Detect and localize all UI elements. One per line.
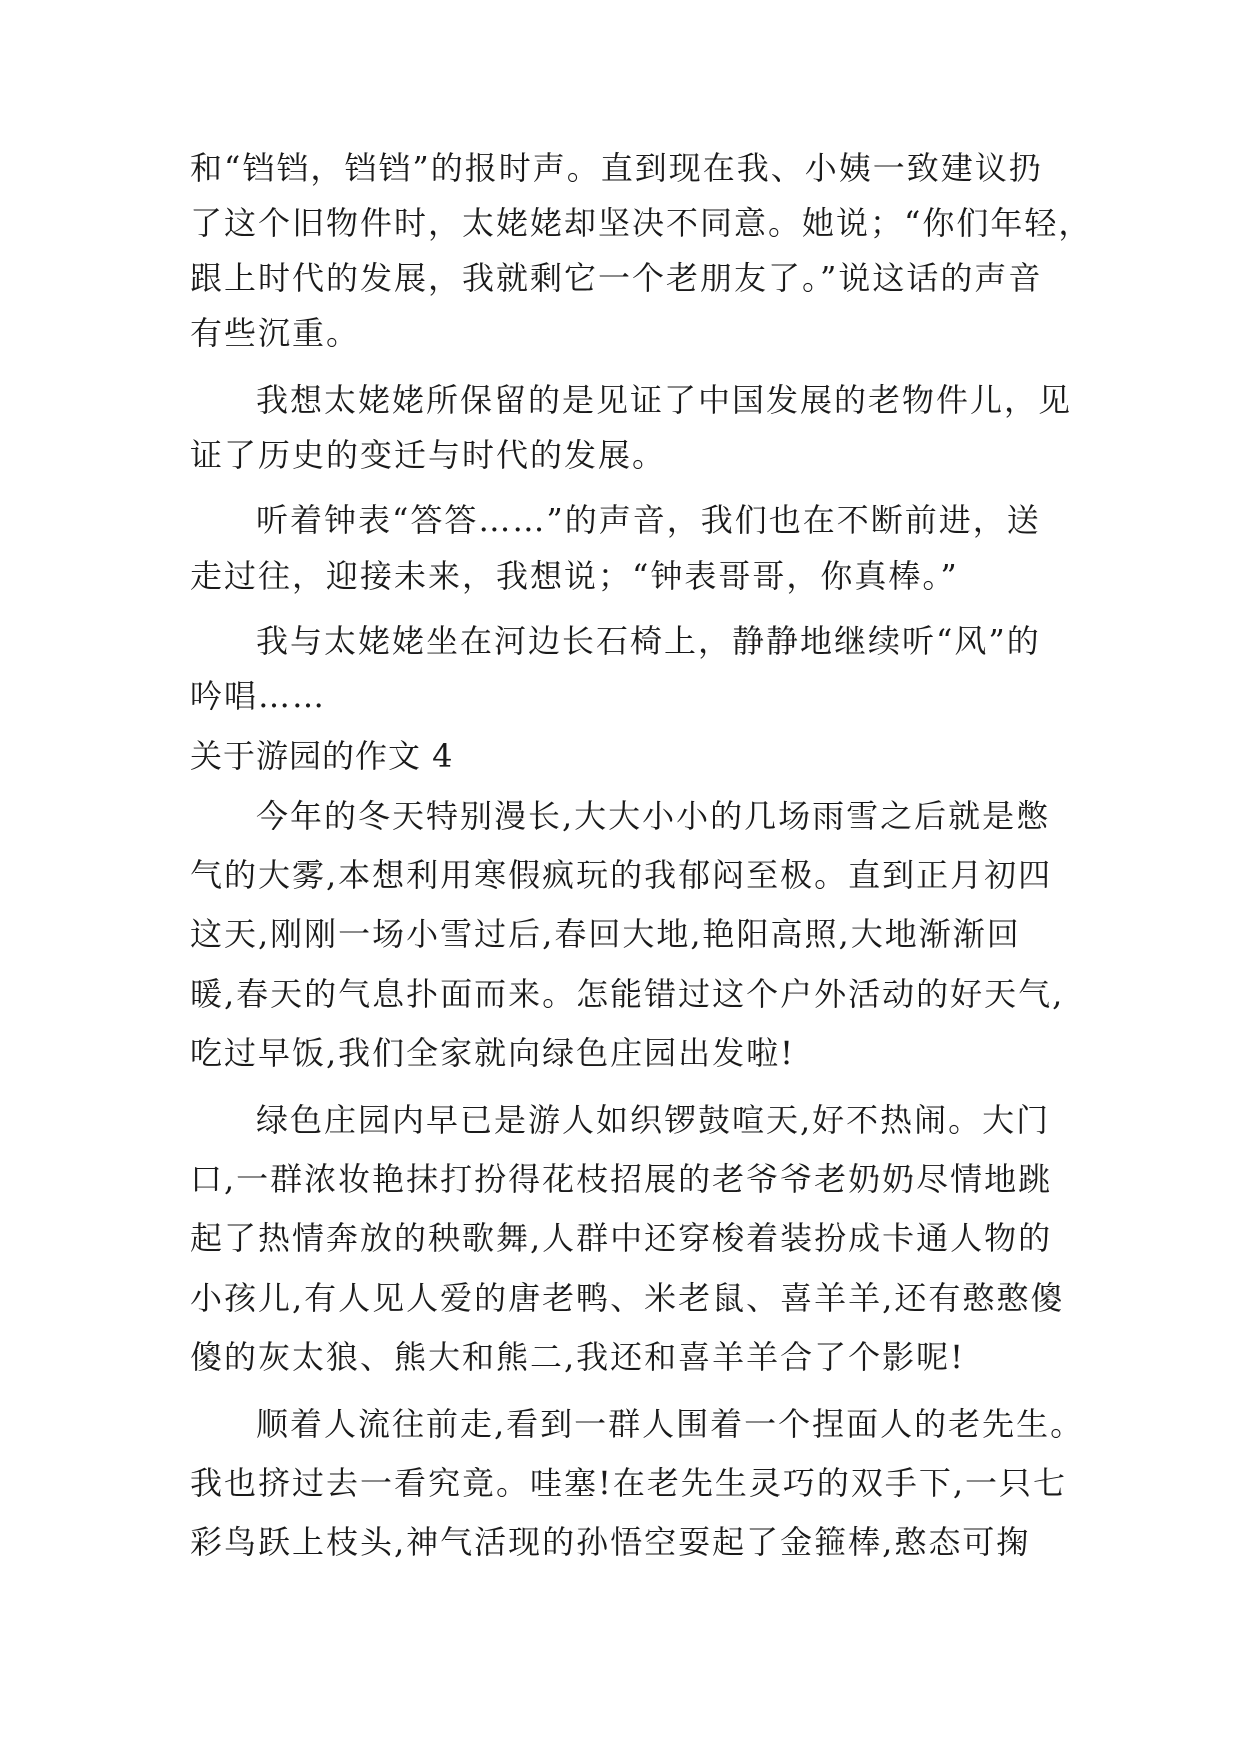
text-line: 吟唱…… — [190, 677, 327, 715]
paragraph-start-line: 顺着人流往前走,看到一群人围着一个捏面人的老先生。 — [256, 1405, 1085, 1443]
text-line: 起了热情奔放的秧歌舞,人群中还穿梭着装扮成卡通人物的 — [190, 1219, 1053, 1257]
paragraph-start-line: 听着钟表“答答……”的声音，我们也在不断前进，送 — [256, 501, 1041, 539]
text-line: 我也挤过去一看究竟。哇塞!在老先生灵巧的双手下,一只七 — [190, 1464, 1068, 1502]
text-line: 了这个旧物件时，太姥姥却坚决不同意。她说；“你们年轻， — [190, 204, 1093, 242]
text-line: 傻的灰太狼、熊大和熊二,我还和喜羊羊合了个影呢! — [190, 1338, 966, 1376]
paragraph-start-line: 我与太姥姥坐在河边长石椅上，静静地继续听“风”的 — [256, 622, 1041, 660]
text-line: 这天,刚刚一场小雪过后,春回大地,艳阳高照,大地渐渐回 — [190, 915, 1021, 953]
text-line: 小孩儿,有人见人爱的唐老鸭、米老鼠、喜羊羊,还有憨憨傻 — [190, 1279, 1065, 1317]
text-line: 有些沉重。 — [190, 314, 361, 352]
section-heading: 关于游园的作文 4 — [190, 737, 454, 775]
text-line: 口,一群浓妆艳抹打扮得花枝招展的老爷爷老奶奶尽情地跳 — [190, 1160, 1053, 1198]
text-line: 暖,春天的气息扑面而来。怎能错过这个户外活动的好天气, — [190, 975, 1065, 1013]
paragraph-start-line: 今年的冬天特别漫长,大大小小的几场雨雪之后就是憋 — [256, 797, 1051, 835]
text-line: 证了历史的变迁与时代的发展。 — [190, 436, 667, 474]
text-line: 彩鸟跃上枝头,神气活现的孙悟空耍起了金箍棒,憨态可掬 — [190, 1523, 1031, 1561]
text-line: 和“铛铛，铛铛”的报时声。直到现在我、小姨一致建议扔 — [190, 149, 1043, 187]
text-line: 气的大雾,本想利用寒假疯玩的我郁闷至极。直到正月初四 — [190, 856, 1053, 894]
paragraph-start-line: 我想太姥姥所保留的是见证了中国发展的老物件儿，见 — [256, 381, 1073, 419]
text-line: 走过往，迎接未来，我想说；“钟表哥哥，你真棒。” — [190, 557, 959, 595]
text-line: 吃过早饭,我们全家就向绿色庄园出发啦! — [190, 1034, 796, 1072]
paragraph-start-line: 绿色庄园内早已是游人如织锣鼓喧天,好不热闹。大门 — [256, 1101, 1051, 1139]
text-line: 跟上时代的发展，我就剩它一个老朋友了。”说这话的声音 — [190, 259, 1043, 297]
